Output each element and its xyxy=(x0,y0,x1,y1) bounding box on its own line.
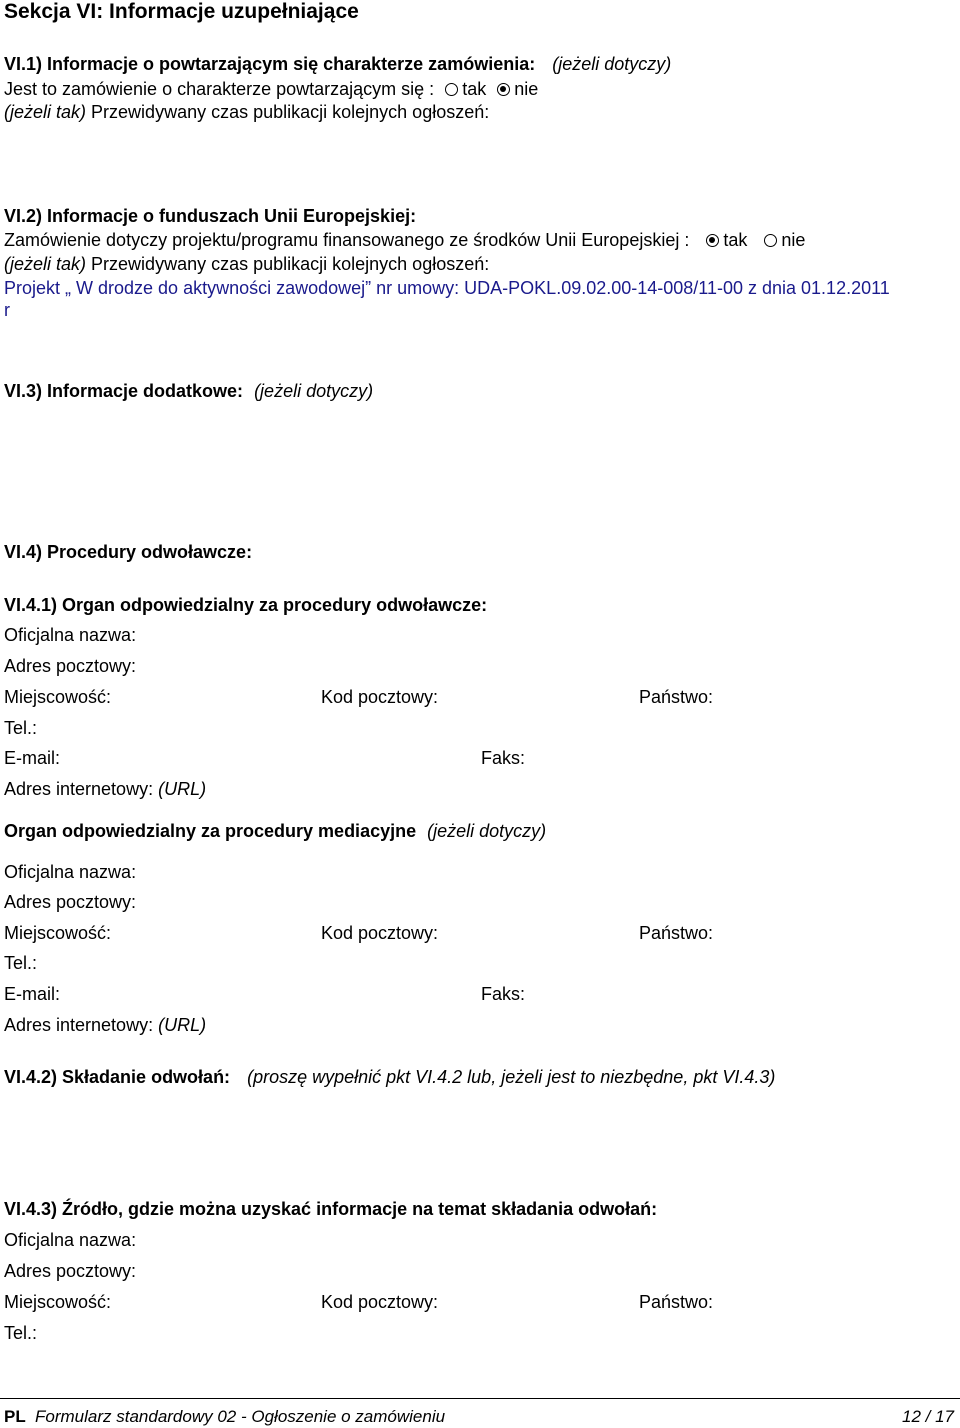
vi1-radio-no[interactable] xyxy=(497,83,510,96)
vi1-question-row xyxy=(4,78,538,100)
vi2-project-line1: Projekt „ W drodze do aktywności zawodowej” nr umowy: UDA-POKL.09.02.00-14-008/11-00 z dnia 01.12.2011 xyxy=(4,278,890,298)
mediation-name-label: Oficjalna nazwa: xyxy=(4,862,137,882)
mediation-web-row xyxy=(4,1014,206,1036)
vi1-radio-yes[interactable] xyxy=(445,83,458,96)
footer-page-number: 12 / 17 xyxy=(902,1407,954,1426)
vi1-followup-row xyxy=(4,101,489,123)
vi1-heading-row xyxy=(4,53,671,75)
vi2-radio-yes[interactable] xyxy=(706,234,719,247)
mediation-email-label: E-mail: xyxy=(4,984,61,1004)
vi2-followup-row xyxy=(4,253,489,275)
vi2-followup-note: (jeżeli tak) xyxy=(4,254,87,274)
vi43-postal-label: Kod pocztowy: xyxy=(321,1292,439,1312)
vi42-heading: VI.4.2) Składanie odwołań: xyxy=(4,1067,231,1087)
vi41-country-label: Państwo: xyxy=(639,687,714,707)
vi3-heading-row xyxy=(4,380,373,402)
vi2-opt-no-label: nie xyxy=(781,230,806,250)
mediation-fax-label: Faks: xyxy=(481,984,526,1004)
vi1-followup-note: (jeżeli tak) xyxy=(4,102,87,122)
vi2-opt-yes-label: tak xyxy=(723,230,748,250)
vi41-tel-label: Tel.: xyxy=(4,718,38,738)
mediation-web-label: Adres internetowy: xyxy=(4,1015,154,1035)
mediation-postal-label: Kod pocztowy: xyxy=(321,923,439,943)
vi41-heading: VI.4.1) Organ odpowiedzialny za procedury odwoławcze: xyxy=(4,595,488,615)
vi41-city-label: Miejscowość: xyxy=(4,687,112,707)
vi1-question: Jest to zamówienie o charakterze powtarzającym się : xyxy=(4,79,435,99)
vi1-heading-note: (jeżeli dotyczy) xyxy=(552,54,672,74)
footer-divider xyxy=(0,1398,960,1399)
vi43-heading: VI.4.3) Źródło, gdzie można uzyskać informacje na temat składania odwołań: xyxy=(4,1199,658,1219)
vi42-heading-row xyxy=(4,1066,775,1088)
footer-lang: PL xyxy=(4,1407,26,1426)
vi43-city-label: Miejscowość: xyxy=(4,1292,112,1312)
vi2-question-row xyxy=(4,229,805,251)
section-title: Sekcja VI: Informacje uzupełniające xyxy=(4,0,359,23)
vi41-web-note: (URL) xyxy=(158,779,207,799)
mediation-address-label: Adres pocztowy: xyxy=(4,892,137,912)
vi43-name-label: Oficjalna nazwa: xyxy=(4,1230,137,1250)
vi3-heading: VI.3) Informacje dodatkowe: xyxy=(4,381,244,401)
mediation-web-note: (URL) xyxy=(158,1015,207,1035)
mediation-heading-row xyxy=(4,820,546,842)
vi2-heading: VI.2) Informacje o funduszach Unii Europejskiej: xyxy=(4,206,417,226)
vi41-address-label: Adres pocztowy: xyxy=(4,656,137,676)
vi41-fax-label: Faks: xyxy=(481,748,526,768)
vi1-heading: VI.1) Informacje o powtarzającym się charakterze zamówienia: xyxy=(4,54,536,74)
vi2-radio-no[interactable] xyxy=(764,234,777,247)
vi3-heading-note: (jeżeli dotyczy) xyxy=(254,381,374,401)
vi43-tel-label: Tel.: xyxy=(4,1323,38,1343)
vi2-question: Zamówienie dotyczy projektu/programu finansowanego ze środków Unii Europejskiej : xyxy=(4,230,690,250)
vi43-address-label: Adres pocztowy: xyxy=(4,1261,137,1281)
vi2-project-line2: r xyxy=(4,300,10,320)
vi1-opt-yes-label: tak xyxy=(462,79,487,99)
vi41-web-label: Adres internetowy: xyxy=(4,779,154,799)
vi41-postal-label: Kod pocztowy: xyxy=(321,687,439,707)
mediation-heading: Organ odpowiedzialny za procedury mediacyjne xyxy=(4,821,417,841)
vi41-email-label: E-mail: xyxy=(4,748,61,768)
vi41-web-row xyxy=(4,778,206,800)
vi1-opt-no-label: nie xyxy=(514,79,539,99)
vi43-country-label: Państwo: xyxy=(639,1292,714,1312)
mediation-country-label: Państwo: xyxy=(639,923,714,943)
mediation-city-label: Miejscowość: xyxy=(4,923,112,943)
vi4-heading: VI.4) Procedury odwoławcze: xyxy=(4,542,253,562)
vi2-followup: Przewidywany czas publikacji kolejnych ogłoszeń: xyxy=(91,254,490,274)
vi41-name-label: Oficjalna nazwa: xyxy=(4,625,137,645)
mediation-tel-label: Tel.: xyxy=(4,953,38,973)
mediation-heading-note: (jeżeli dotyczy) xyxy=(427,821,547,841)
footer-form-name: Formularz standardowy 02 - Ogłoszenie o zamówieniu xyxy=(35,1407,446,1426)
vi1-followup: Przewidywany czas publikacji kolejnych ogłoszeń: xyxy=(91,102,490,122)
vi42-heading-note: (proszę wypełnić pkt VI.4.2 lub, jeżeli jest to niezbędne, pkt VI.4.3) xyxy=(247,1067,776,1087)
